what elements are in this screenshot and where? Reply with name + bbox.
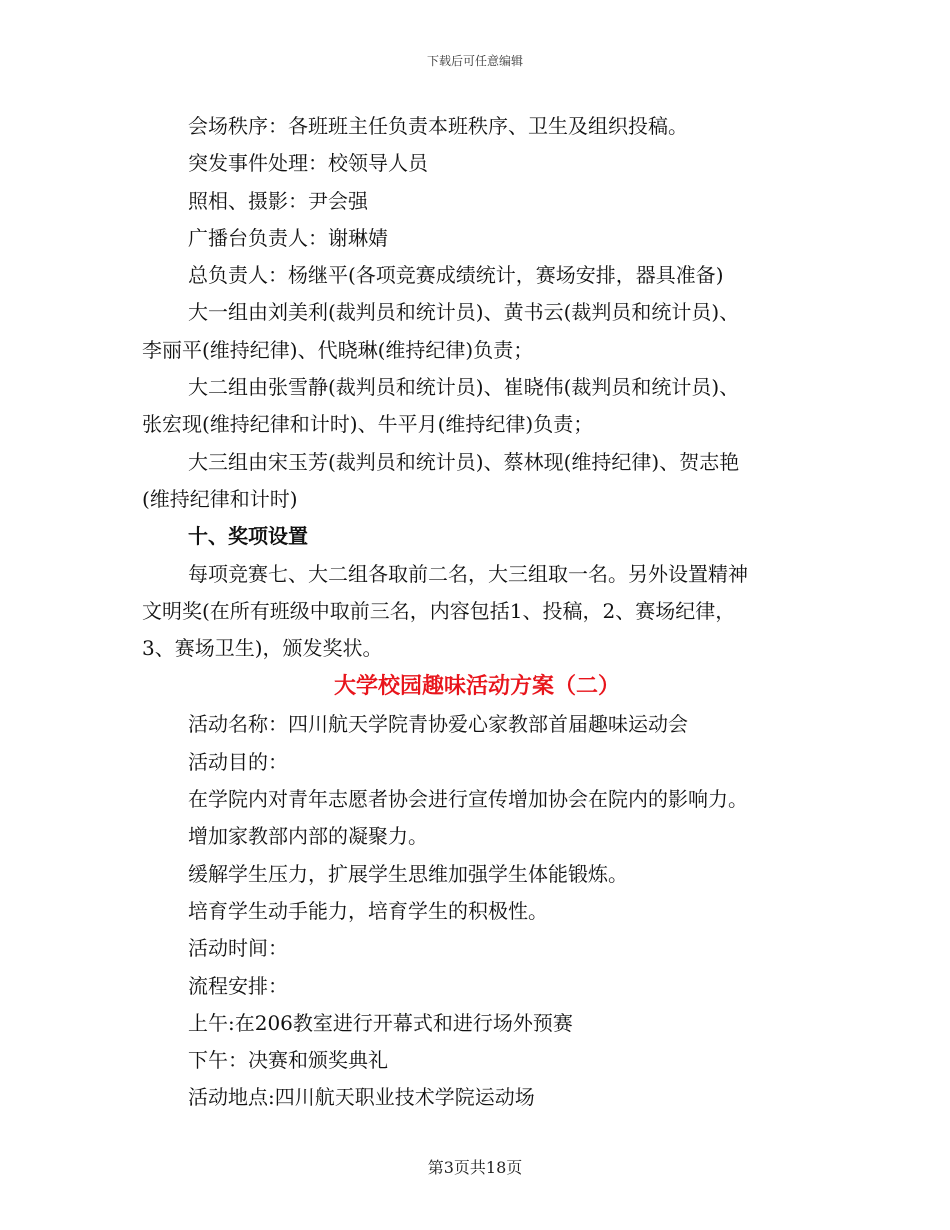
page-header-note: 下载后可任意编辑 bbox=[426, 54, 523, 68]
paragraph-line: 会场秩序：各班班主任负责本班秩序、卫生及组织投稿。 bbox=[188, 114, 688, 138]
paragraph-line: 流程安排： bbox=[188, 973, 288, 998]
paragraph-line: 在学院内对青年志愿者协会进行宣传增加协会在院内的影响力。 bbox=[188, 787, 748, 812]
paragraph-line: 文明奖(在所有班级中取前三名，内容包括1、投稿，2、赛场纪律， bbox=[142, 598, 736, 623]
paragraph-line: 3、赛场卫生)，颁发奖状。 bbox=[142, 636, 383, 661]
paragraph-line: 缓解学生压力，扩展学生思维加强学生体能锻炼。 bbox=[188, 861, 628, 886]
paragraph-line: 照相、摄影：尹会强 bbox=[188, 188, 368, 213]
paragraph-line: 活动名称：四川航天学院青协爱心家教部首届趣味运动会 bbox=[188, 712, 688, 737]
section-heading: 十、奖项设置 bbox=[188, 524, 308, 549]
paragraph-line: 活动地点:四川航天职业技术学院运动场 bbox=[188, 1085, 535, 1110]
paragraph-line: 每项竞赛七、大二组各取前二名，大三组取一名。另外设置精神 bbox=[188, 561, 748, 586]
paragraph-line: 活动时间： bbox=[188, 936, 288, 961]
paragraph-line: 增加家教部内部的凝聚力。 bbox=[188, 824, 428, 849]
paragraph-line: 下午：决赛和颁奖典礼 bbox=[188, 1048, 388, 1073]
paragraph-line: 大二组由张雪静(裁判员和统计员)、崔晓伟(裁判员和统计员)、 bbox=[188, 375, 740, 400]
paragraph-line: 李丽平(维持纪律)、代晓琳(维持纪律)负责； bbox=[142, 337, 534, 362]
page-number-footer: 第3页共18页 bbox=[427, 1158, 523, 1177]
paragraph-line: 张宏现(维持纪律和计时)、牛平月(维持纪律)负责； bbox=[142, 412, 594, 437]
paragraph-line: 突发事件处理：校领导人员 bbox=[188, 151, 428, 176]
paragraph-line: 大三组由宋玉芳(裁判员和统计员)、蔡林现(维持纪律)、贺志艳 bbox=[188, 449, 740, 474]
paragraph-line: 总负责人：杨继平(各项竞赛成绩统计，赛场安排，器具准备) bbox=[188, 263, 724, 288]
document-body bbox=[142, 108, 812, 1117]
paragraph-line: 广播台负责人：谢琳婧 bbox=[188, 225, 388, 250]
paragraph-line: 上午:在206教室进行开幕式和进行场外预赛 bbox=[188, 1010, 573, 1035]
paragraph-line: 活动目的： bbox=[188, 749, 288, 774]
paragraph-line: 大一组由刘美利(裁判员和统计员)、黄书云(裁判员和统计员)、 bbox=[188, 300, 740, 325]
document-title: 大学校园趣味活动方案（二） bbox=[333, 673, 620, 700]
paragraph-line: (维持纪律和计时) bbox=[142, 486, 298, 511]
paragraph-line: 培育学生动手能力，培育学生的积极性。 bbox=[188, 898, 548, 923]
